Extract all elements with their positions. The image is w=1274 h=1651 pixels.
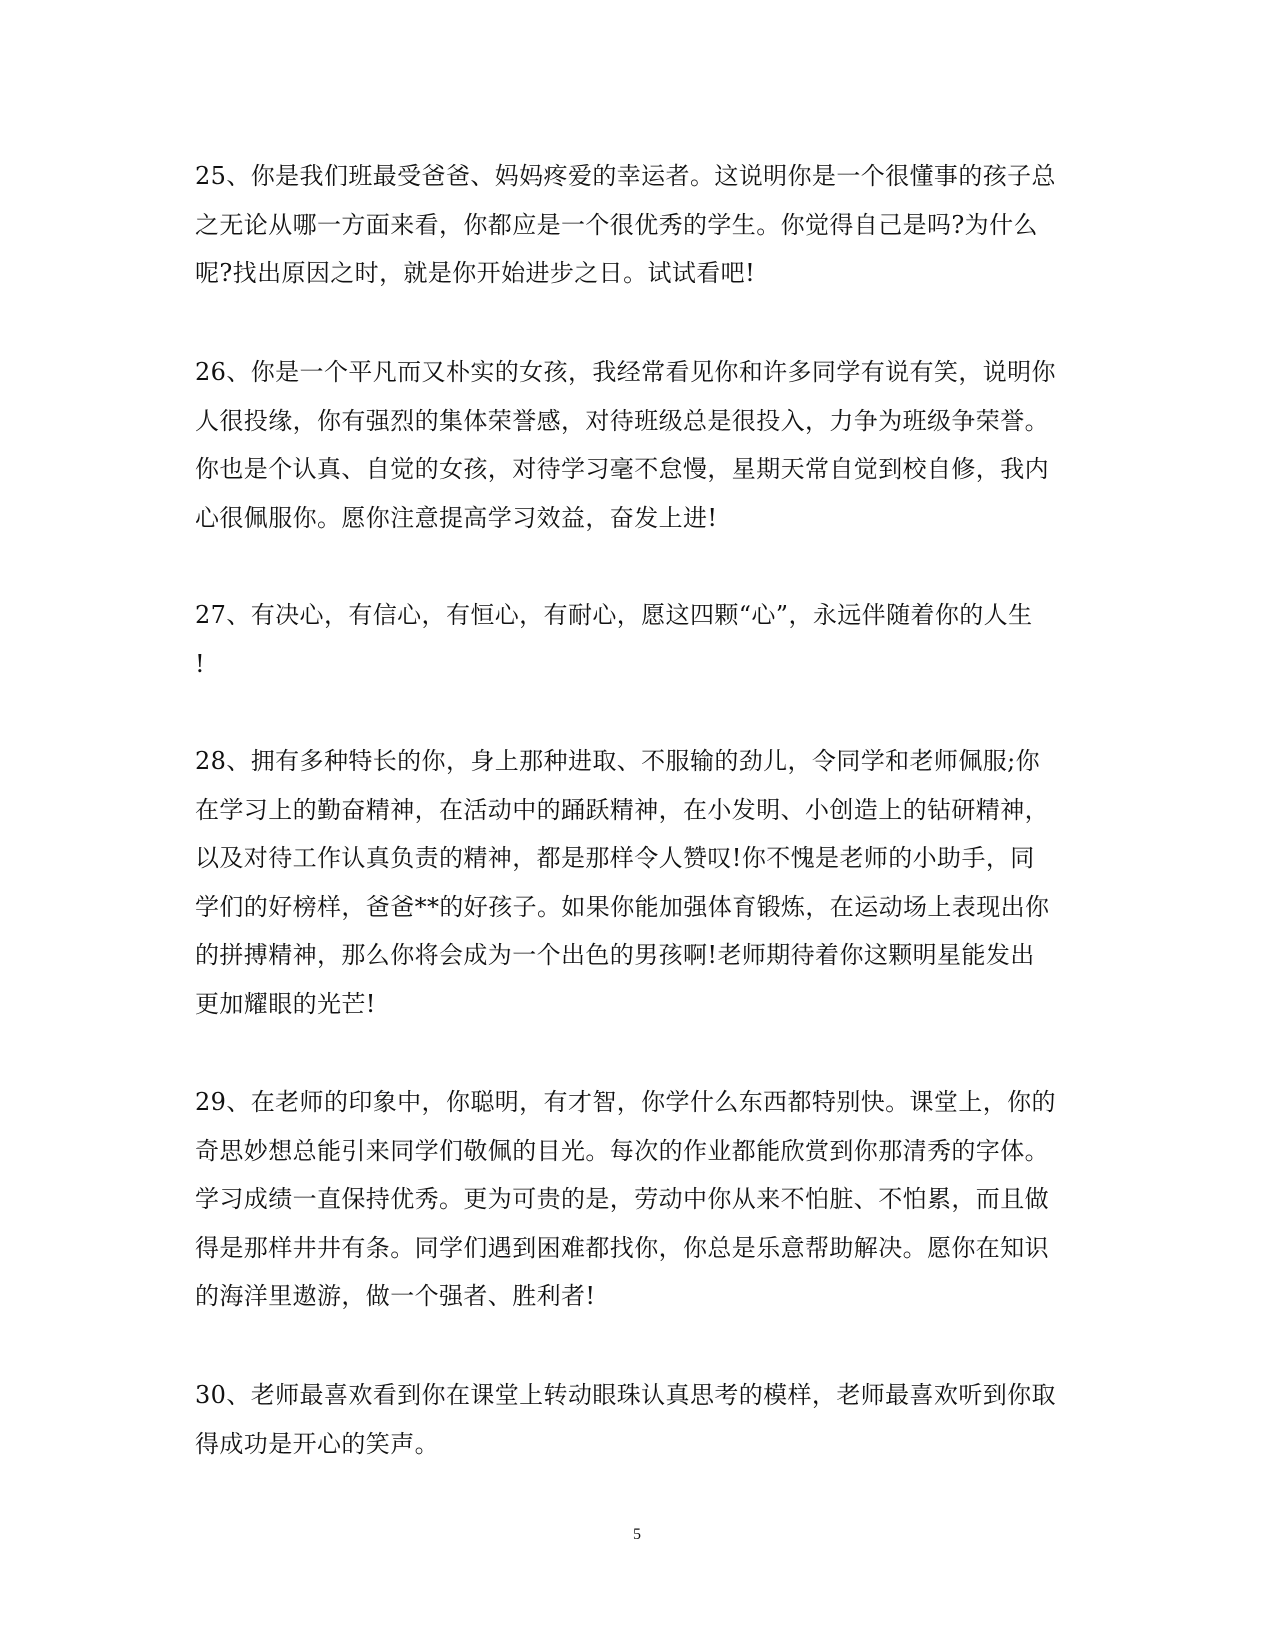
paragraph-line: 得是那样井井有条。同学们遇到困难都找你，你总是乐意帮助解决。愿你在知识	[195, 1233, 1049, 1262]
paragraph-line: 26、你是一个平凡而又朴实的女孩，我经常看见你和许多同学有说有笑，说明你	[195, 358, 1056, 386]
paragraph-27	[195, 591, 1075, 688]
paragraph-line: 奇思妙想总能引来同学们敬佩的目光。每次的作业都能欣赏到你那清秀的字体。	[195, 1136, 1049, 1165]
paragraph-line: 之无论从哪一方面来看，你都应是一个很优秀的学生。你觉得自己是吗?为什么	[195, 210, 1038, 239]
paragraph-line: 30、老师最喜欢看到你在课堂上转动眼珠认真思考的模样，老师最喜欢听到你取	[195, 1381, 1056, 1409]
paragraph-line: !	[195, 649, 206, 678]
paragraph-line: 的拼搏精神，那么你将会成为一个出色的男孩啊!老师期待着你这颗明星能发出	[195, 941, 1035, 969]
paragraph-line: 得成功是开心的笑声。	[195, 1429, 439, 1458]
paragraph-line: 27、有决心，有信心，有恒心，有耐心，愿这四颗“心”，永远伴随着你的人生	[195, 601, 1033, 629]
paragraph-line: 29、在老师的印象中，你聪明，有才智，你学什么东西都特别快。课堂上，你的	[195, 1088, 1056, 1116]
paragraph-line: 在学习上的勤奋精神，在活动中的踊跃精神，在小发明、小创造上的钻研精神，	[195, 795, 1049, 824]
paragraph-29	[195, 1078, 1075, 1321]
paragraph-line: 的海洋里遨游，做一个强者、胜利者!	[195, 1282, 596, 1310]
paragraph-30	[195, 1371, 1075, 1468]
paragraph-line: 学们的好榜样，爸爸**的好孩子。如果你能加强体育锻炼，在运动场上表现出你	[195, 892, 1050, 921]
paragraph-28	[195, 737, 1075, 1028]
paragraph-line: 心很佩服你。愿你注意提高学习效益，奋发上进!	[195, 503, 718, 532]
paragraph-line: 呢?找出原因之时，就是你开始进步之日。试试看吧!	[195, 259, 756, 287]
paragraph-26	[195, 348, 1075, 542]
paragraph-line: 28、拥有多种特长的你，身上那种进取、不服输的劲儿，令同学和老师佩服;你	[195, 747, 1041, 775]
paragraph-line: 更加耀眼的光芒!	[195, 989, 376, 1018]
page-number: 5	[633, 1526, 641, 1543]
paragraph-line: 人很投缘，你有强烈的集体荣誉感，对待班级总是很投入，力争为班级争荣誉。	[195, 406, 1049, 435]
paragraph-line: 25、你是我们班最受爸爸、妈妈疼爱的幸运者。这说明你是一个很懂事的孩子总	[195, 162, 1056, 190]
paragraph-line: 以及对待工作认真负责的精神，都是那样令人赞叹!你不愧是老师的小助手，同	[195, 844, 1035, 872]
paragraph-line: 学习成绩一直保持优秀。更为可贵的是，劳动中你从来不怕脏、不怕累，而且做	[195, 1185, 1049, 1213]
paragraph-25	[195, 152, 1075, 298]
paragraph-line: 你也是个认真、自觉的女孩，对待学习毫不怠慢，星期天常自觉到校自修，我内	[195, 455, 1049, 483]
